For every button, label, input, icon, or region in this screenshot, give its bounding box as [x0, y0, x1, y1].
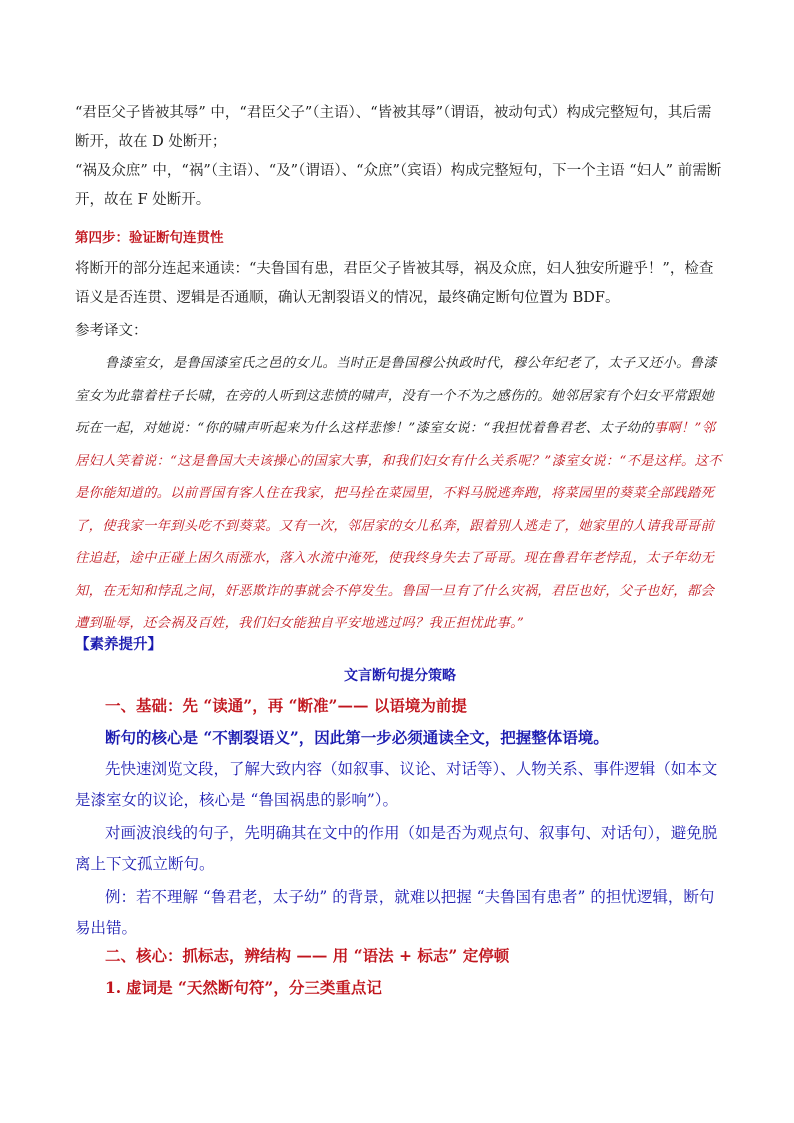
section-subheading-1 — [75, 972, 725, 1004]
section-para-1: 断句的核心是 “不割裂语义”，因此第一步必须通读全文，把握整体语境。 — [105, 728, 609, 747]
translation-text-red: 事啊！”邻居妇人笑着说：“这是鲁国大夫该操心的国家大事，和我们妇女有什么关系呢？”漆室女说：“不是这样。这不是你能知道的。以前晋国有客人住在我家，把马拴在菜园里，不料马脱逃奔跑，将菜园里的葵菜全部践踏死了，使我家一年到头吃不到葵菜。又有一次，邻居家的女儿私奔，跟着别人逃走了，她家里的人请我哥哥前往追赶，途中正碰上困久雨涨水，落入水流中淹死，使我终身失去了哥哥。现在鲁君年老悖乱，太子年幼无知，在无知和悖乱之间，奸恶欺诈的事就会不停发生。鲁国一旦有了什么灾祸，君臣也好，父子也好，都会遭到耻辱，还会祸及百姓，我们妇女能独自平安地逃过吗？我正担忧此事。” — [75, 421, 722, 631]
analysis-line-2: “祸及众庶” 中，“祸”（主语）、“及”（谓语）、“众庶”（宾语）构成完整短句，下一个主语 “妇人” 前需断开，故在 F 处断开。 — [75, 163, 722, 208]
step4-heading: 第四步：验证断句连贯性 — [75, 230, 224, 246]
section-example: 例：若不理解 “鲁君老，太子幼” 的背景，就难以把握 “夫鲁国有患者” 的担忧逻辑，断句易出错。 — [75, 888, 715, 937]
subheading-number: 1. — [105, 978, 122, 997]
section-tag: 【素养提升】 — [75, 636, 162, 653]
translation-block — [75, 348, 725, 641]
section-para-2: 先快速浏览文段，了解大致内容（如叙事、议论、对话等）、人物关系、事件逻辑（如本文是漆室女的议论，核心是 “鲁国祸患的影响”）。 — [75, 760, 718, 809]
section-heading-1: 一、基础：先 “读通”，再 “断准”—— 以语境为前提 — [105, 696, 467, 715]
section-title: 文言断句提分策略 — [344, 668, 456, 684]
translation-text-black: 鲁漆室女，是鲁国漆室氏之邑的女儿。当时正是鲁国穆公执政时代，穆公年纪老了，太子又还小。鲁漆室女为此靠着柱子长啸，在旁的人听到这悲愤的啸声，没有一个不为之感伤的。她邻居家有个妇女平常跟她玩在一起，对她说：“你的啸声听起来为什么这样悲惨！”漆室女说：“我担忧着鲁君老、太子幼的 — [75, 356, 717, 436]
section-para-3: 对画波浪线的句子，先明确其在文中的作用（如是否为观点句、叙事句、对话句），避免脱离上下文孤立断句。 — [75, 824, 718, 873]
subheading-text: 虚词是 “天然断句符”，分三类重点记 — [126, 978, 382, 997]
section-heading-2: 二、核心：抓标志，辨结构 —— 用 “语法 + 标志” 定停顿 — [105, 946, 510, 965]
step4-body: 将断开的部分连起来通读：“夫鲁国有患，君臣父子皆被其辱，祸及众庶，妇人独安所避乎！”，检查语义是否连贯、逻辑是否通顺，确认无割裂语义的情况，最终确定断句位置为 BDF。 — [75, 261, 714, 306]
translation-label: 参考译文： — [75, 323, 148, 339]
analysis-line-1: “君臣父子皆被其辱” 中，“君臣父子”（主语）、“皆被其辱”（谓语，被动句式）构成完整短句，其后需断开，故在 D 处断开； — [75, 105, 712, 150]
